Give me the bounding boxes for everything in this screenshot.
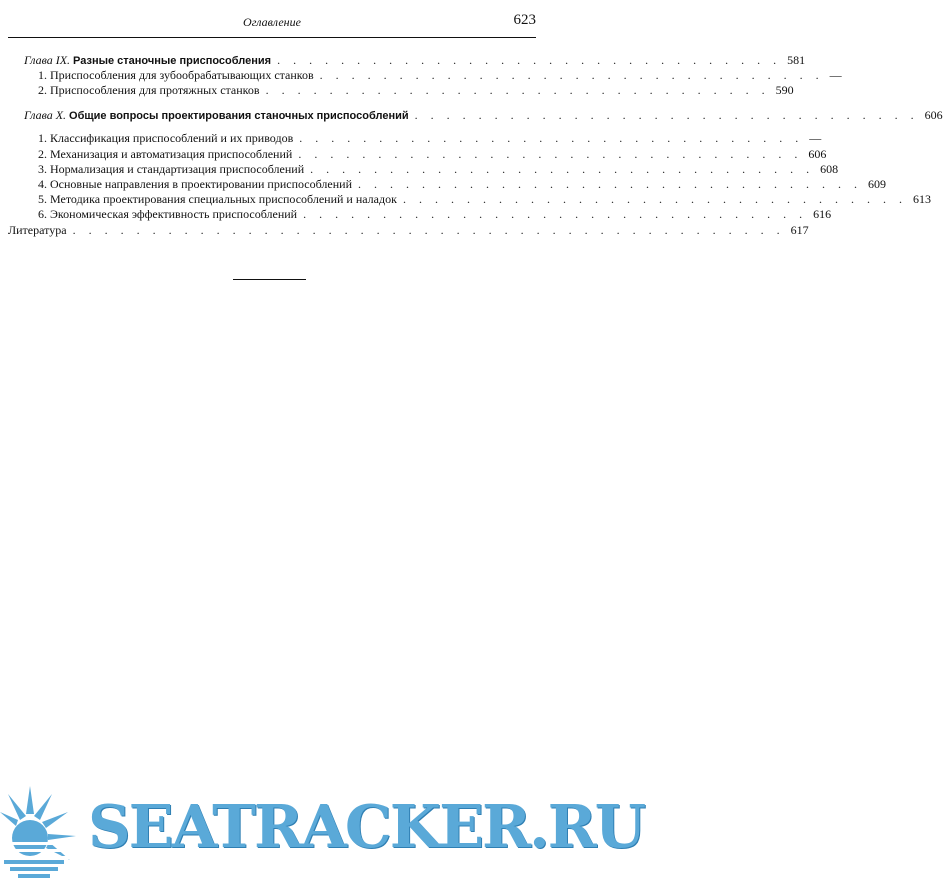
toc-entry[interactable] bbox=[24, 130, 822, 146]
toc-entry[interactable] bbox=[24, 191, 931, 207]
toc-entry-title: 2. Механизация и автоматизация приспособлений bbox=[38, 147, 293, 161]
toc-page-number: 581 bbox=[787, 53, 806, 67]
toc-page-number: 590 bbox=[775, 83, 794, 97]
leader-dots: . . . . . . . . . . . . . . . . . . . . . . . . . . . . . . . . . . . . . . . . . . . . . bbox=[72, 223, 785, 237]
end-rule bbox=[233, 279, 306, 280]
watermark bbox=[0, 786, 645, 882]
watermark-text: SEATRACKER.RU bbox=[88, 792, 645, 861]
toc-page-number: 616 bbox=[813, 207, 832, 221]
toc-entry-title: 5. Методика проектирования специальных приспособлений и наладок bbox=[38, 192, 397, 206]
chapter-prefix: Глава X. bbox=[24, 108, 70, 122]
leader-dots: . . . . . . . . . . . . . . . . . . . . . . . . . . . . . . . . bbox=[319, 68, 824, 82]
header-title: Оглавление bbox=[243, 15, 301, 29]
chapter-prefix: Глава IX. bbox=[24, 53, 74, 67]
toc-entry[interactable] bbox=[24, 67, 842, 83]
toc-entry-title: 4. Основные направления в проектировании приспособлений bbox=[38, 177, 353, 191]
toc-entry-title: Литература bbox=[8, 223, 67, 237]
toc-entry-chapter-9[interactable] bbox=[24, 52, 806, 68]
toc-entry[interactable] bbox=[24, 206, 832, 222]
toc-entry-title: 3. Нормализация и стандартизация приспособлений bbox=[38, 162, 305, 176]
leader-dots: . . . . . . . . . . . . . . . . . . . . . . . . . . . . . . . . bbox=[303, 207, 808, 221]
leader-dots: . . . . . . . . . . . . . . . . . . . . . . . . . . . . . . . . bbox=[265, 83, 770, 97]
running-header bbox=[8, 12, 536, 34]
toc-entry-title: 1. Классификация приспособлений и их приводов bbox=[38, 131, 294, 145]
toc-page-number: 608 bbox=[820, 162, 839, 176]
toc-page-number: — bbox=[829, 68, 842, 82]
toc-page-number: 606 bbox=[924, 108, 943, 122]
leader-dots: . . . . . . . . . . . . . . . . . . . . . . . . . . . . . . . . bbox=[358, 177, 863, 191]
leader-dots: . . . . . . . . . . . . . . . . . . . . . . . . . . . . . . . . bbox=[402, 192, 907, 206]
leader-dots: . . . . . . . . . . . . . . . . . . . . . . . . . . . . . . . . bbox=[310, 162, 815, 176]
toc-entry-title: 6. Экономическая эффективность приспособлений bbox=[38, 207, 298, 221]
toc-entry-chapter-10[interactable] bbox=[24, 107, 943, 123]
toc-page-number: 609 bbox=[868, 177, 887, 191]
toc-entry[interactable] bbox=[24, 176, 887, 192]
toc-page-number: 606 bbox=[808, 147, 827, 161]
toc-entry[interactable] bbox=[24, 161, 839, 177]
leader-dots: . . . . . . . . . . . . . . . . . . . . . . . . . . . . . . . . bbox=[299, 131, 804, 145]
toc-entry-literature[interactable] bbox=[8, 222, 809, 238]
leader-dots: . . . . . . . . . . . . . . . . . . . . . . . . . . . . . . . . bbox=[414, 108, 919, 122]
header-rule bbox=[8, 37, 536, 38]
toc-page-number: 617 bbox=[790, 223, 809, 237]
toc-entry[interactable] bbox=[24, 146, 827, 162]
leader-dots: . . . . . . . . . . . . . . . . . . . . . . . . . . . . . . . . bbox=[277, 53, 782, 67]
sun-logo-icon bbox=[0, 786, 90, 882]
toc-page-number: — bbox=[809, 131, 822, 145]
toc-page-number: 613 bbox=[912, 192, 931, 206]
page-number: 623 bbox=[513, 12, 536, 28]
toc-entry-title: 2. Приспособления для протяжных станков bbox=[38, 83, 260, 97]
toc-entry-title: 1. Приспособления для зубообрабатывающих станков bbox=[38, 68, 314, 82]
leader-dots: . . . . . . . . . . . . . . . . . . . . . . . . . . . . . . . . bbox=[298, 147, 803, 161]
chapter-title: Общие вопросы проектирования станочных приспособлений bbox=[69, 110, 409, 122]
toc-entry[interactable] bbox=[24, 82, 794, 98]
chapter-title: Разные станочные приспособления bbox=[73, 55, 272, 67]
